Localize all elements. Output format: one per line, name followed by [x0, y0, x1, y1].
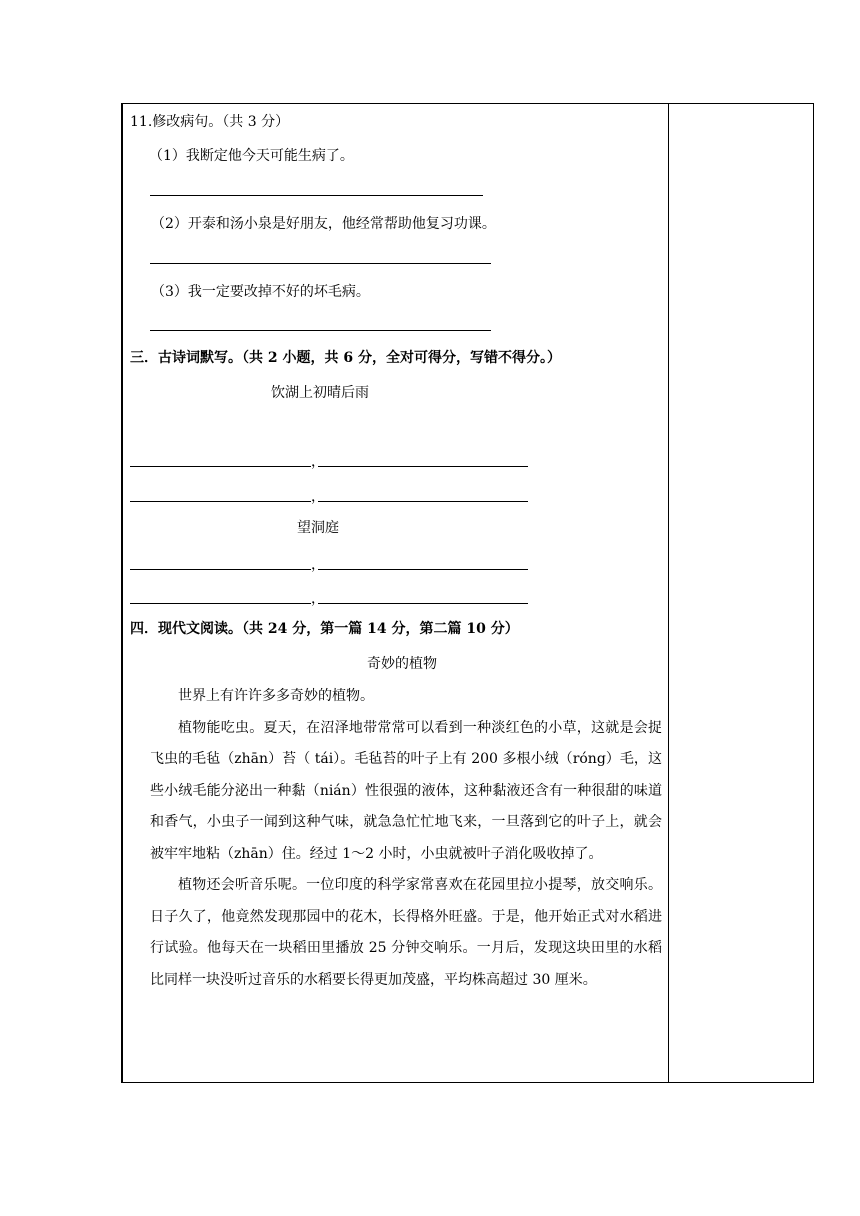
- score-column: [668, 103, 814, 1083]
- poem2-line1-comma: ，: [311, 557, 325, 573]
- poem2-line2-comma: ，: [311, 591, 325, 607]
- article-paragraph-3: 植物还会听音乐呢。一位印度的科学家常喜欢在花园里拉小提琴，放交响乐。日子久了，他竟然发现那园中的花木，长得格外旺盛。于是，他开始正式对水稻进行试验。他每天在一块稻田里播放 25 分钟交响乐。一月后，发现这块田里的水稻比同样一块没听过音乐的水稻要长得更加茂盛，平均株高超过 30 厘米。: [150, 877, 662, 988]
- poem1-line1-comma: ，: [311, 454, 325, 470]
- poem1-line2-comma: ，: [311, 489, 325, 505]
- poem1-line1-a[interactable]: [130, 466, 311, 467]
- poem2-line2-a[interactable]: [130, 603, 311, 604]
- q11-item-2: （2）开泰和汤小泉是好朋友，他经常帮助他复习功课。: [151, 216, 496, 232]
- poem1-line2-a[interactable]: [130, 501, 311, 502]
- poem2-title: 望洞庭: [297, 520, 339, 536]
- poem1-title: 饮湖上初晴后雨: [271, 385, 369, 401]
- poem1-line1-b[interactable]: [318, 466, 528, 467]
- poem1-line2-b[interactable]: [318, 501, 528, 502]
- section4-heading: 四．现代文阅读。（共 24 分，第一篇 14 分，第二篇 10 分）: [130, 621, 519, 637]
- q11-item-1: （1）我断定他今天可能生病了。: [149, 148, 354, 164]
- q11-answer-line-3[interactable]: [150, 330, 491, 331]
- poem2-line2-b[interactable]: [318, 603, 528, 604]
- q11-item-3: （3）我一定要改掉不好的坏毛病。: [151, 284, 370, 300]
- section3-heading: 三．古诗词默写。（共 2 小题，共 6 分，全对可得分，写错不得分。）: [130, 350, 561, 366]
- table-left-border: [121, 103, 123, 1083]
- q11-title: 11.修改病句。（共 3 分）: [130, 114, 290, 130]
- q11-answer-line-1[interactable]: [150, 195, 483, 196]
- q11-answer-line-2[interactable]: [150, 263, 491, 264]
- article-paragraph-2: 植物能吃虫。夏天，在沼泽地带常常可以看到一种淡红色的小草，这就是会捉飞虫的毛毡（zhān）苔（ tái）。毛毡苔的叶子上有 200 多根小绒（róng）毛，这些小绒毛能分泌出一种黏（nián）性很强的液体，这种黏液还含有一种很甜的味道和香气，小虫子一闻到这种气味，就急急忙忙地飞来，一旦落到它的叶子上，就会被牢牢地粘（zhān）住。经过 1～2 小时，小虫就被叶子消化吸收掉了。: [150, 719, 662, 862]
- poem2-line1-a[interactable]: [130, 569, 311, 570]
- article-paragraph-1: 世界上有许许多多奇妙的植物。: [178, 688, 374, 704]
- article-body: [150, 681, 662, 996]
- article-title: 奇妙的植物: [367, 656, 437, 672]
- poem2-line1-b[interactable]: [318, 569, 528, 570]
